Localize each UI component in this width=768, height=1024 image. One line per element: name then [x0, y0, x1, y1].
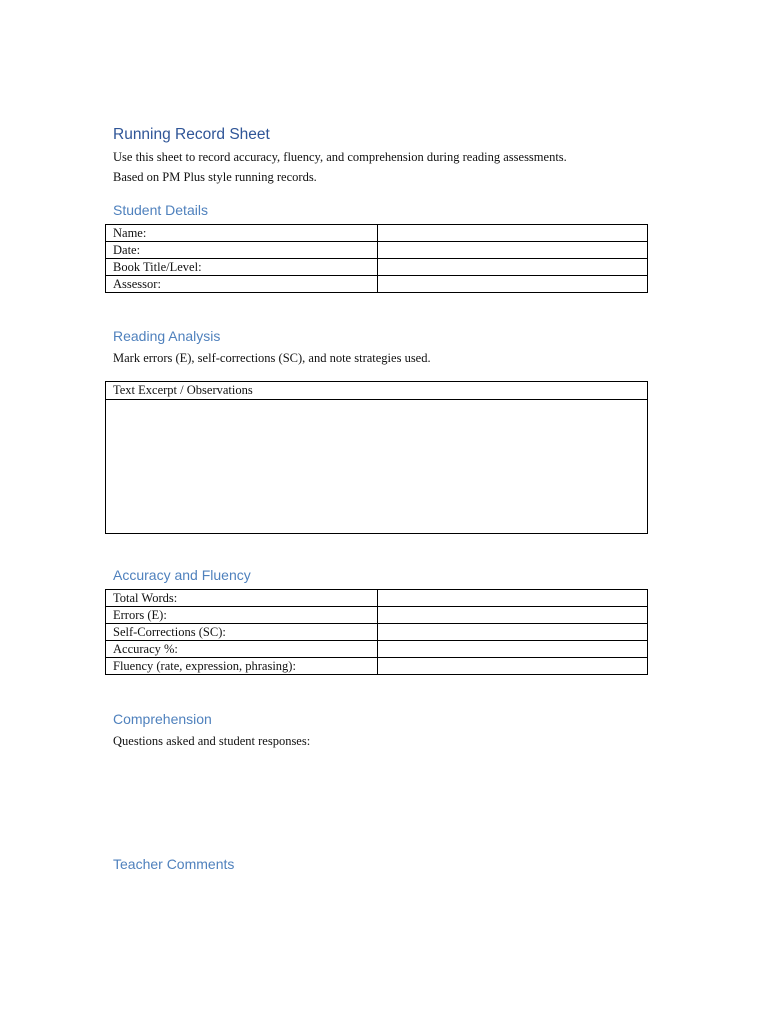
page-title: Running Record Sheet — [113, 126, 270, 143]
comprehension-prompt: Questions asked and student responses: — [113, 734, 311, 748]
table-row — [106, 225, 648, 242]
fluency-label: Fluency (rate, expression, phrasing): — [106, 658, 378, 675]
assessor-field[interactable] — [378, 276, 648, 293]
table-row — [106, 590, 648, 607]
self-corrections-label: Self-Corrections (SC): — [106, 624, 378, 641]
teacher-comments-heading: Teacher Comments — [113, 856, 235, 872]
reading-analysis-heading: Reading Analysis — [113, 328, 221, 344]
date-field[interactable] — [378, 242, 648, 259]
fluency-field[interactable] — [378, 658, 648, 675]
errors-label: Errors (E): — [106, 607, 378, 624]
accuracy-percent-label: Accuracy %: — [106, 641, 378, 658]
book-title-level-field[interactable] — [378, 259, 648, 276]
accuracy-percent-field[interactable] — [378, 641, 648, 658]
assessor-label: Assessor: — [106, 276, 378, 293]
intro-line-2: Based on PM Plus style running records. — [113, 170, 317, 184]
table-row — [106, 658, 648, 675]
name-field[interactable] — [378, 225, 648, 242]
table-row — [106, 259, 648, 276]
total-words-label: Total Words: — [106, 590, 378, 607]
table-row — [106, 607, 648, 624]
student-details-table — [105, 224, 648, 293]
total-words-field[interactable] — [378, 590, 648, 607]
date-label: Date: — [106, 242, 378, 259]
observations-field[interactable] — [106, 400, 647, 533]
observations-box — [105, 381, 648, 534]
errors-field[interactable] — [378, 607, 648, 624]
table-row — [106, 276, 648, 293]
accuracy-fluency-heading: Accuracy and Fluency — [113, 567, 251, 583]
comprehension-heading: Comprehension — [113, 711, 212, 727]
table-row — [106, 242, 648, 259]
student-details-heading: Student Details — [113, 202, 208, 218]
reading-analysis-instructions: Mark errors (E), self-corrections (SC), and note strategies used. — [113, 351, 431, 365]
table-row — [106, 641, 648, 658]
intro-line-1: Use this sheet to record accuracy, fluency, and comprehension during reading assessments. — [113, 150, 567, 164]
observations-box-header: Text Excerpt / Observations — [106, 382, 647, 400]
name-label: Name: — [106, 225, 378, 242]
book-title-level-label: Book Title/Level: — [106, 259, 378, 276]
table-row — [106, 624, 648, 641]
self-corrections-field[interactable] — [378, 624, 648, 641]
accuracy-fluency-table — [105, 589, 648, 675]
